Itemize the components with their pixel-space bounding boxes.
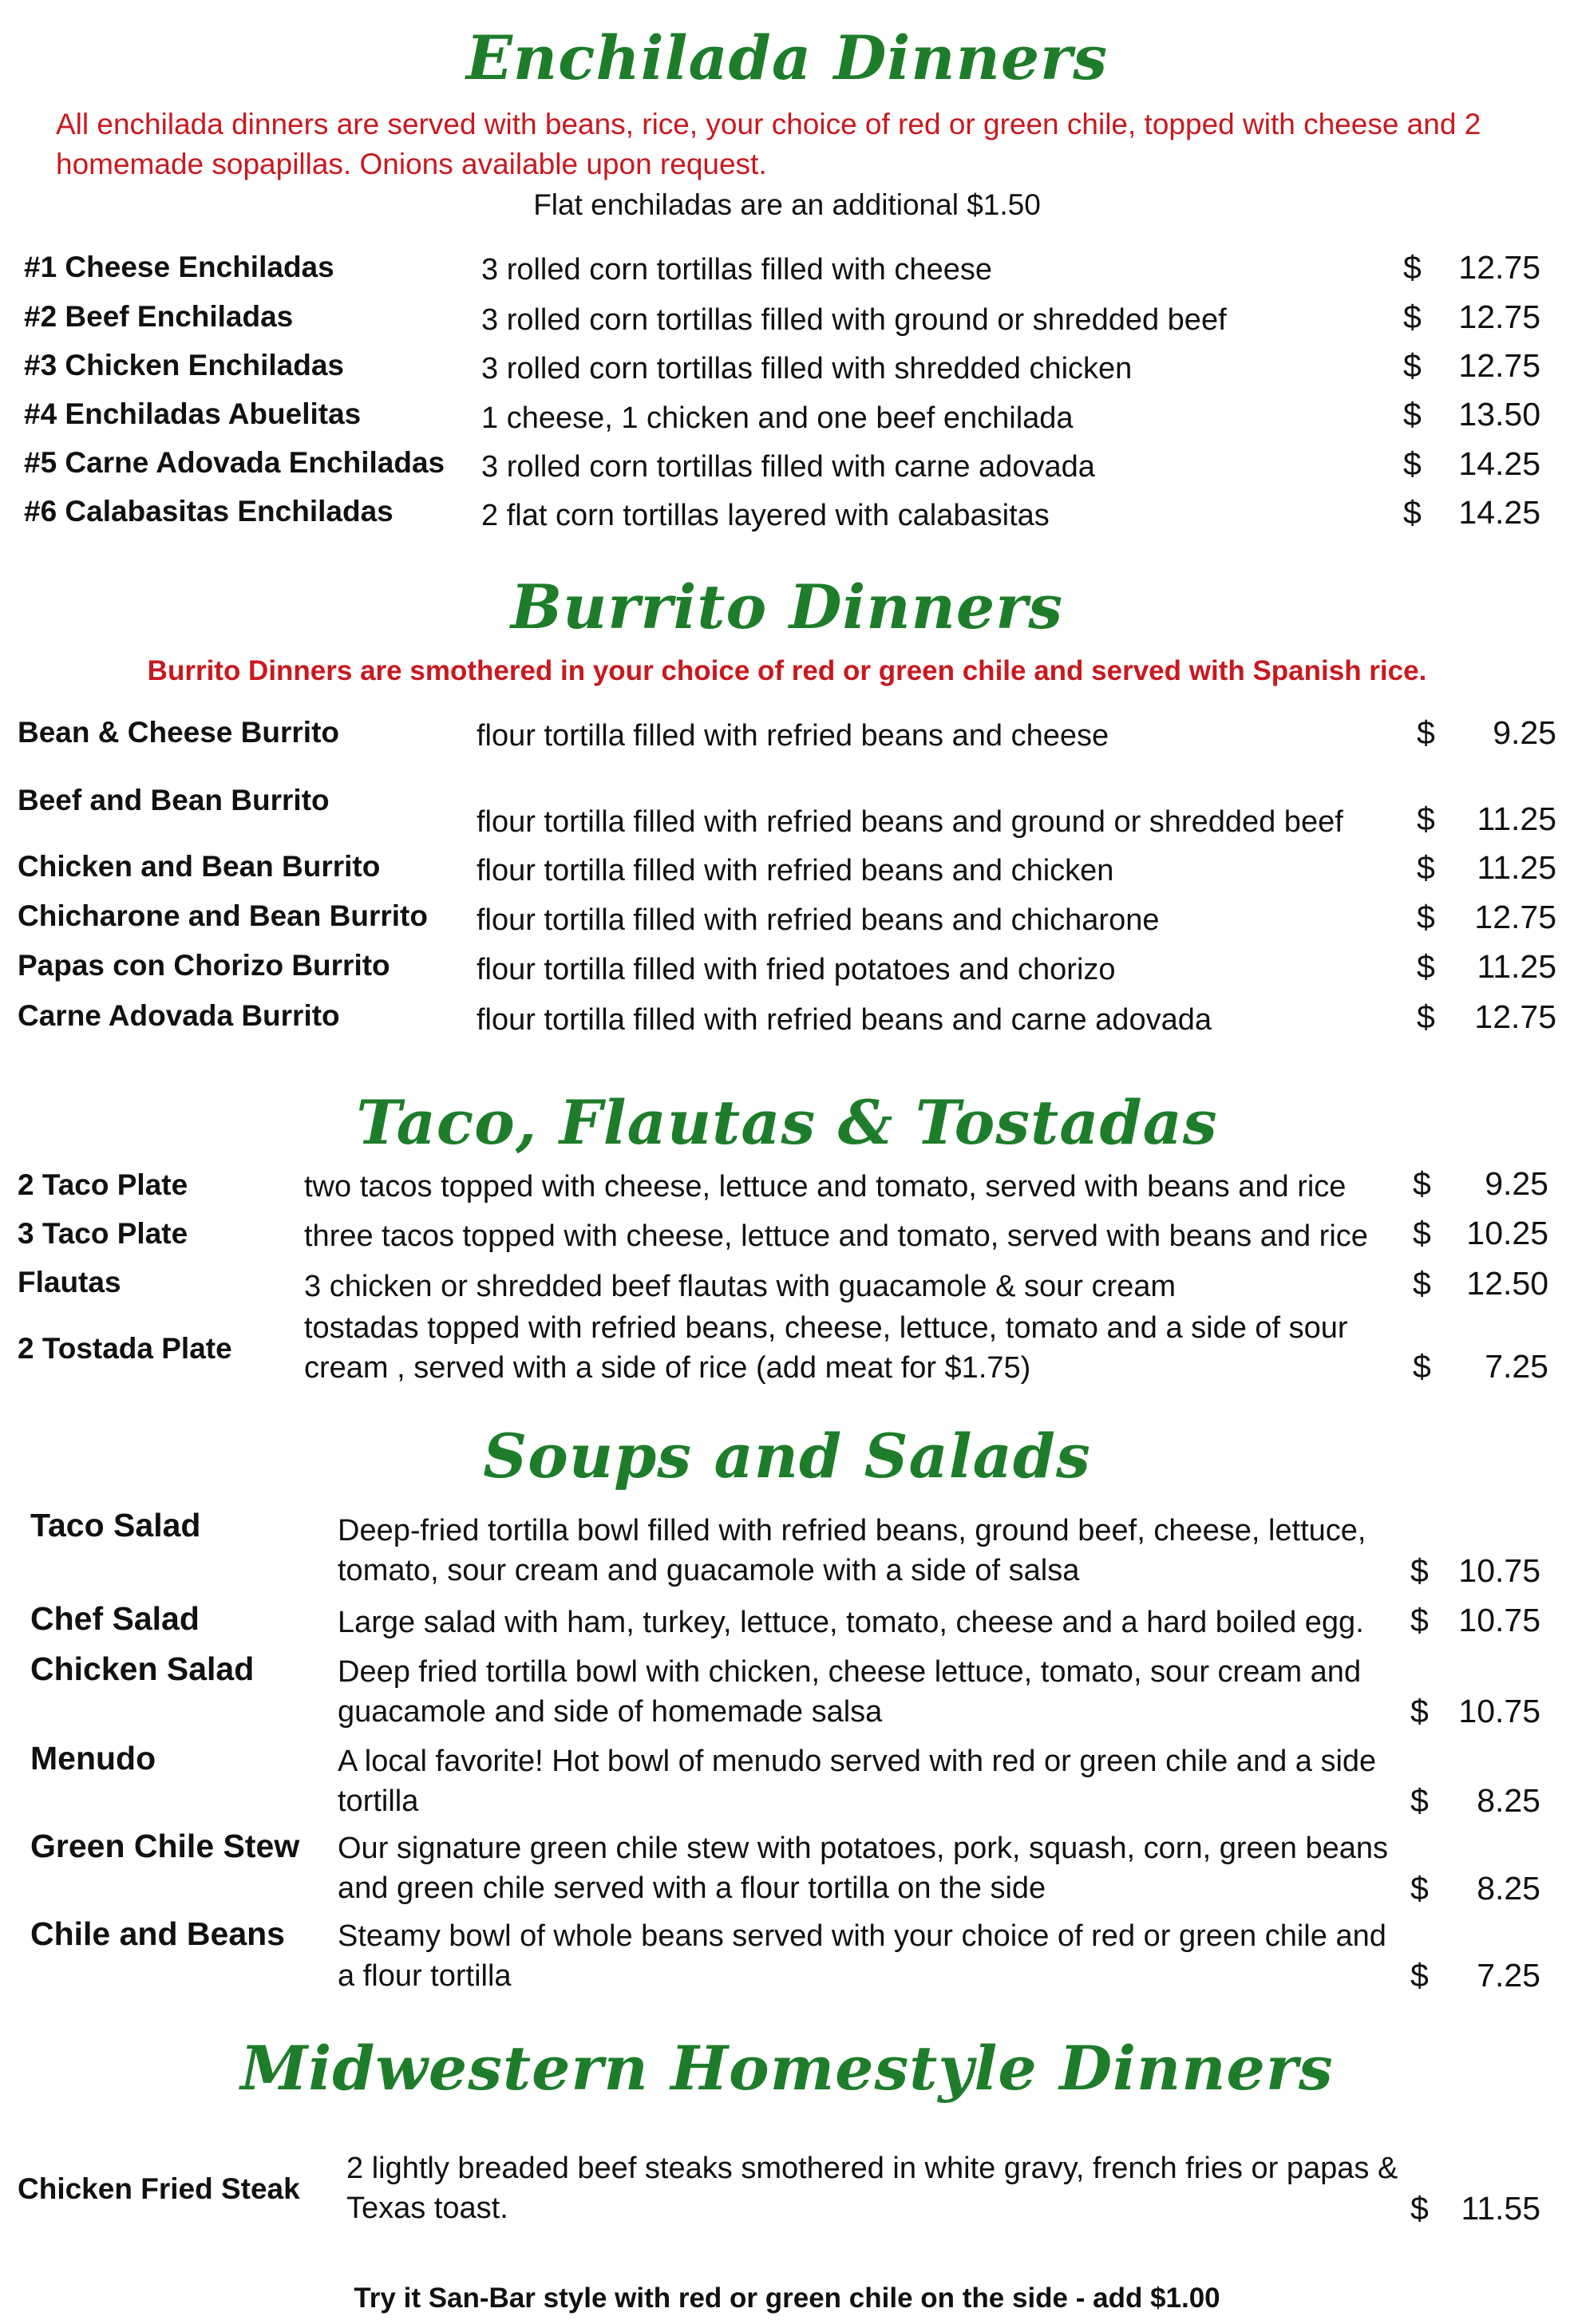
item-currency: $ bbox=[1410, 2190, 1429, 2227]
item-currency: $ bbox=[1417, 998, 1435, 1035]
item-price: 8.25 bbox=[1477, 1782, 1540, 1819]
item-price: 10.75 bbox=[1458, 1602, 1540, 1638]
item-price: 11.25 bbox=[1477, 948, 1556, 985]
item-currency: $ bbox=[1417, 948, 1435, 985]
item-currency: $ bbox=[1403, 347, 1422, 384]
item-name: Bean & Cheese Burrito bbox=[18, 716, 339, 749]
midwestern-dinners-heading: Midwestern Homestyle Dinners bbox=[240, 2033, 1334, 2104]
item-name: Chef Salad bbox=[30, 1600, 200, 1637]
item-description: Deep-fried tortilla bowl filled with refried beans, ground beef, cheese, lettuce, tomato, sour cream and guacamole with a side of salsa bbox=[338, 1514, 1366, 1587]
item-price: 7.25 bbox=[1485, 1348, 1548, 1385]
item-name: Chicken and Bean Burrito bbox=[18, 850, 381, 883]
item-price: 12.75 bbox=[1458, 347, 1540, 384]
soups-and-salads-heading: Soups and Salads bbox=[483, 1421, 1091, 1492]
item-name: #5 Carne Adovada Enchiladas bbox=[24, 446, 445, 479]
burrito-dinners-heading: Burrito Dinners bbox=[510, 571, 1064, 642]
item-price: 12.75 bbox=[1458, 249, 1540, 286]
item-name: 2 Tostada Plate bbox=[18, 1332, 232, 1365]
item-description: 1 cheese, 1 chicken and one beef enchilada bbox=[481, 401, 1074, 435]
item-price: 9.25 bbox=[1485, 1165, 1548, 1202]
burrito-note: Burrito Dinners are smothered in your choice of red or green chile and served with Spanish rice. bbox=[147, 655, 1427, 686]
item-currency: $ bbox=[1413, 1348, 1431, 1385]
item-currency: $ bbox=[1417, 849, 1435, 886]
item-description: flour tortilla filled with refried beans and carne adovada bbox=[477, 1003, 1212, 1037]
item-name: Papas con Chorizo Burrito bbox=[18, 949, 390, 982]
item-currency: $ bbox=[1403, 249, 1422, 286]
item-price: 11.25 bbox=[1477, 849, 1556, 886]
item-description: 3 rolled corn tortillas filled with ground or shredded beef bbox=[481, 303, 1227, 337]
item-currency: $ bbox=[1413, 1165, 1431, 1202]
item-price: 12.75 bbox=[1474, 998, 1556, 1035]
item-currency: $ bbox=[1403, 494, 1422, 531]
item-price: 11.25 bbox=[1477, 800, 1556, 837]
item-currency: $ bbox=[1403, 298, 1422, 335]
item-name: Chile and Beans bbox=[30, 1915, 285, 1952]
item-price: 7.25 bbox=[1477, 1957, 1540, 1994]
item-currency: $ bbox=[1417, 714, 1435, 751]
item-name: #6 Calabasitas Enchiladas bbox=[24, 495, 394, 528]
enchilada-subnote: Flat enchiladas are an additional $1.50 bbox=[533, 188, 1041, 221]
item-price: 12.50 bbox=[1466, 1265, 1548, 1302]
item-description: tostadas topped with refried beans, cheese, lettuce, tomato and a side of sour cream , served with a side of rice (add meat for $1.75) bbox=[304, 1311, 1348, 1385]
item-description: two tacos topped with cheese, lettuce and tomato, served with beans and rice bbox=[304, 1170, 1347, 1204]
enchilada-note: All enchilada dinners are served with beans, rice, your choice of red or green chile, topped with cheese and 2 homemade sopapillas. Onions available upon request. bbox=[56, 108, 1481, 180]
item-description: flour tortilla filled with refried beans and cheese bbox=[477, 719, 1109, 753]
item-currency: $ bbox=[1417, 899, 1435, 935]
item-currency: $ bbox=[1403, 445, 1422, 482]
item-currency: $ bbox=[1403, 396, 1422, 433]
item-name: Chicharone and Bean Burrito bbox=[18, 899, 428, 932]
item-name: 2 Taco Plate bbox=[18, 1168, 188, 1201]
item-description: flour tortilla filled with fried potatoes and chorizo bbox=[477, 953, 1116, 986]
item-description: Large salad with ham, turkey, lettuce, tomato, cheese and a hard boiled egg. bbox=[338, 1606, 1364, 1639]
item-name: 3 Taco Plate bbox=[18, 1217, 188, 1250]
item-price: 12.75 bbox=[1458, 298, 1540, 335]
item-description: Deep fried tortilla bowl with chicken, cheese lettuce, tomato, sour cream and guacamole and side of homemade salsa bbox=[338, 1655, 1362, 1729]
item-currency: $ bbox=[1410, 1870, 1429, 1907]
item-name: #3 Chicken Enchiladas bbox=[24, 349, 345, 381]
item-name: Menudo bbox=[30, 1740, 156, 1777]
item-description: three tacos topped with cheese, lettuce and tomato, served with beans and rice bbox=[304, 1219, 1368, 1253]
item-currency: $ bbox=[1410, 1693, 1429, 1729]
item-currency: $ bbox=[1410, 1782, 1429, 1819]
item-name: Taco Salad bbox=[30, 1507, 201, 1543]
item-description: 2 lightly breaded beef steaks smothered in white gravy, french fries or papas & Texas toast. bbox=[346, 2152, 1398, 2225]
item-name: Chicken Fried Steak bbox=[18, 2172, 300, 2205]
item-description: flour tortilla filled with refried beans and chicken bbox=[477, 854, 1114, 887]
item-currency: $ bbox=[1410, 1552, 1429, 1589]
item-price: 13.50 bbox=[1458, 396, 1540, 433]
item-price: 10.75 bbox=[1458, 1693, 1540, 1729]
enchilada-dinners-heading: Enchilada Dinners bbox=[465, 22, 1108, 93]
item-currency: $ bbox=[1413, 1215, 1431, 1251]
item-price: 14.25 bbox=[1458, 445, 1540, 482]
item-name: Beef and Bean Burrito bbox=[18, 784, 330, 816]
item-description: 3 rolled corn tortillas filled with carne adovada bbox=[481, 450, 1095, 484]
item-currency: $ bbox=[1413, 1265, 1431, 1302]
item-price: 14.25 bbox=[1458, 494, 1540, 531]
item-price: 10.25 bbox=[1466, 1215, 1548, 1251]
item-name: Chicken Salad bbox=[30, 1650, 255, 1687]
item-description: Steamy bowl of whole beans served with your choice of red or green chile and a flour tortilla bbox=[338, 1919, 1386, 1993]
item-price: 10.75 bbox=[1458, 1552, 1540, 1589]
item-name: #4 Enchiladas Abuelitas bbox=[24, 397, 362, 430]
item-price: 11.55 bbox=[1461, 2190, 1540, 2227]
item-name: #2 Beef Enchiladas bbox=[24, 300, 294, 333]
item-price: 8.25 bbox=[1477, 1870, 1540, 1907]
item-name: Green Chile Stew bbox=[30, 1828, 300, 1864]
san-bar-style-note: Try it San-Bar style with red or green chile on the side - add $1.00 bbox=[354, 2282, 1220, 2314]
item-name: #1 Cheese Enchiladas bbox=[24, 251, 334, 283]
item-currency: $ bbox=[1410, 1602, 1429, 1638]
item-description: Our signature green chile stew with potatoes, pork, squash, corn, green beans and green chile served with a flour tortilla on the side bbox=[338, 1832, 1388, 1905]
item-currency: $ bbox=[1417, 800, 1435, 837]
item-currency: $ bbox=[1410, 1957, 1429, 1994]
taco-flautas-tostadas-heading: Taco, Flautas & Tostadas bbox=[356, 1087, 1218, 1158]
item-description: flour tortilla filled with refried beans and ground or shredded beef bbox=[477, 805, 1343, 839]
item-description: A local favorite! Hot bowl of menudo served with red or green chile and a side tortilla bbox=[338, 1745, 1377, 1818]
item-description: 3 chicken or shredded beef flautas with guacamole & sour cream bbox=[304, 1270, 1177, 1303]
item-description: 2 flat corn tortillas layered with calabasitas bbox=[481, 499, 1050, 532]
item-name: Flautas bbox=[18, 1266, 121, 1298]
item-price: 12.75 bbox=[1474, 899, 1556, 935]
item-name: Carne Adovada Burrito bbox=[18, 999, 340, 1032]
item-description: 3 rolled corn tortillas filled with cheese bbox=[481, 253, 992, 287]
item-description: 3 rolled corn tortillas filled with shredded chicken bbox=[481, 352, 1133, 385]
item-price: 9.25 bbox=[1493, 714, 1556, 751]
item-description: flour tortilla filled with refried beans and chicharone bbox=[477, 903, 1160, 937]
